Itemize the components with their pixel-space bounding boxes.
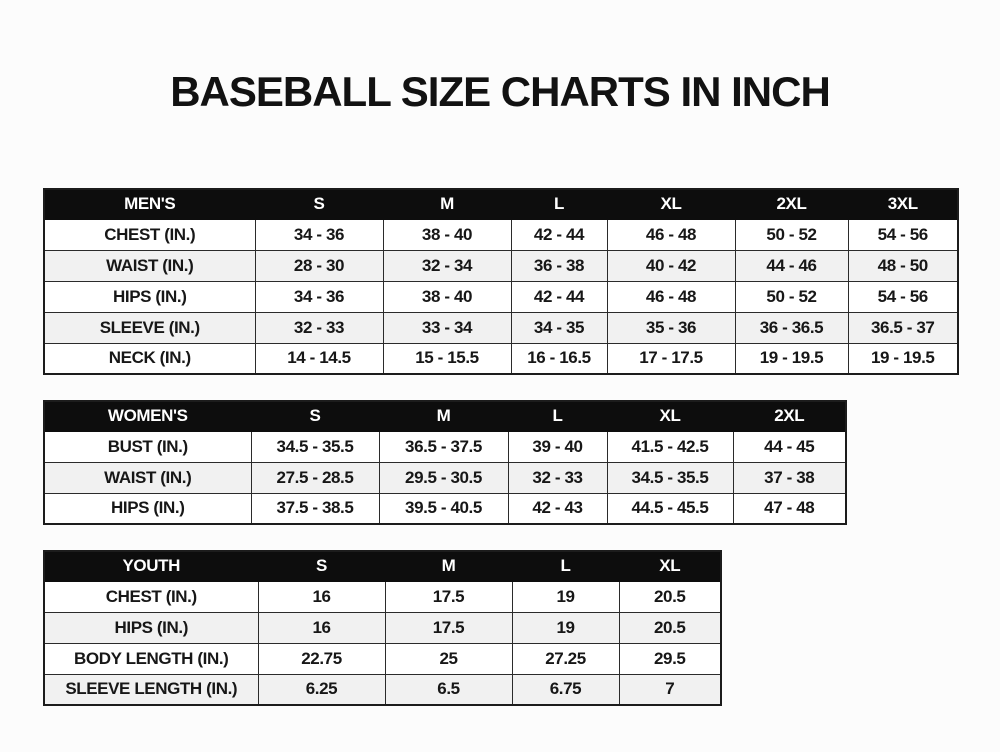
size-value-cell: 46 - 48	[607, 281, 735, 312]
size-value-cell: 38 - 40	[383, 281, 511, 312]
measurement-label: SLEEVE LENGTH (IN.)	[44, 674, 258, 705]
womens-table-row	[44, 431, 846, 462]
youth-size-col-header: S	[258, 551, 385, 581]
size-value-cell: 34.5 - 35.5	[607, 462, 733, 493]
size-value-cell: 32 - 34	[383, 250, 511, 281]
size-value-cell: 46 - 48	[607, 219, 735, 250]
size-value-cell: 28 - 30	[255, 250, 383, 281]
measurement-label: SLEEVE (IN.)	[44, 312, 255, 343]
mens-group-header: MEN'S	[44, 189, 255, 219]
size-value-cell: 20.5	[619, 581, 721, 612]
womens-size-col-header: S	[251, 401, 379, 431]
size-value-cell: 20.5	[619, 612, 721, 643]
size-value-cell: 7	[619, 674, 721, 705]
measurement-label: CHEST (IN.)	[44, 581, 258, 612]
size-value-cell: 34.5 - 35.5	[251, 431, 379, 462]
youth-table-row	[44, 612, 721, 643]
size-value-cell: 19 - 19.5	[735, 343, 848, 374]
size-value-cell: 19	[512, 612, 619, 643]
measurement-label: HIPS (IN.)	[44, 612, 258, 643]
youth-size-table	[43, 550, 722, 706]
size-value-cell: 19	[512, 581, 619, 612]
size-value-cell: 34 - 36	[255, 281, 383, 312]
size-value-cell: 16	[258, 612, 385, 643]
womens-size-col-header: 2XL	[733, 401, 846, 431]
size-value-cell: 36.5 - 37.5	[379, 431, 508, 462]
mens-size-col-header: M	[383, 189, 511, 219]
mens-size-col-header: 2XL	[735, 189, 848, 219]
size-value-cell: 50 - 52	[735, 281, 848, 312]
womens-table-row	[44, 462, 846, 493]
size-value-cell: 27.25	[512, 643, 619, 674]
measurement-label: CHEST (IN.)	[44, 219, 255, 250]
size-value-cell: 39.5 - 40.5	[379, 493, 508, 524]
womens-size-col-header: M	[379, 401, 508, 431]
mens-table-row	[44, 343, 958, 374]
size-value-cell: 32 - 33	[508, 462, 607, 493]
size-value-cell: 27.5 - 28.5	[251, 462, 379, 493]
mens-size-col-header: XL	[607, 189, 735, 219]
measurement-label: BODY LENGTH (IN.)	[44, 643, 258, 674]
youth-table-row	[44, 581, 721, 612]
womens-header-row	[44, 401, 846, 431]
size-value-cell: 14 - 14.5	[255, 343, 383, 374]
measurement-label: WAIST (IN.)	[44, 250, 255, 281]
measurement-label: HIPS (IN.)	[44, 281, 255, 312]
size-value-cell: 36 - 38	[511, 250, 607, 281]
size-value-cell: 48 - 50	[848, 250, 958, 281]
tables-container	[43, 188, 957, 706]
youth-header-row	[44, 551, 721, 581]
size-value-cell: 17.5	[385, 612, 512, 643]
size-value-cell: 16 - 16.5	[511, 343, 607, 374]
size-value-cell: 22.75	[258, 643, 385, 674]
size-value-cell: 37 - 38	[733, 462, 846, 493]
mens-size-col-header: 3XL	[848, 189, 958, 219]
page-title: BASEBALL SIZE CHARTS IN INCH	[170, 68, 830, 115]
size-value-cell: 35 - 36	[607, 312, 735, 343]
youth-group-header: YOUTH	[44, 551, 258, 581]
size-value-cell: 6.75	[512, 674, 619, 705]
size-value-cell: 25	[385, 643, 512, 674]
womens-group-header: WOMEN'S	[44, 401, 251, 431]
size-value-cell: 42 - 44	[511, 281, 607, 312]
womens-size-table	[43, 400, 847, 525]
size-value-cell: 39 - 40	[508, 431, 607, 462]
youth-size-col-header: XL	[619, 551, 721, 581]
size-value-cell: 36.5 - 37	[848, 312, 958, 343]
womens-size-col-header: L	[508, 401, 607, 431]
size-value-cell: 54 - 56	[848, 219, 958, 250]
size-value-cell: 42 - 43	[508, 493, 607, 524]
measurement-label: WAIST (IN.)	[44, 462, 251, 493]
size-value-cell: 34 - 36	[255, 219, 383, 250]
youth-table-row	[44, 643, 721, 674]
size-value-cell: 36 - 36.5	[735, 312, 848, 343]
mens-header-row	[44, 189, 958, 219]
size-value-cell: 19 - 19.5	[848, 343, 958, 374]
size-value-cell: 34 - 35	[511, 312, 607, 343]
size-value-cell: 6.25	[258, 674, 385, 705]
size-value-cell: 37.5 - 38.5	[251, 493, 379, 524]
measurement-label: HIPS (IN.)	[44, 493, 251, 524]
mens-size-col-header: S	[255, 189, 383, 219]
size-value-cell: 17 - 17.5	[607, 343, 735, 374]
size-value-cell: 33 - 34	[383, 312, 511, 343]
youth-size-col-header: M	[385, 551, 512, 581]
youth-table-row	[44, 674, 721, 705]
measurement-label: NECK (IN.)	[44, 343, 255, 374]
size-value-cell: 50 - 52	[735, 219, 848, 250]
size-value-cell: 6.5	[385, 674, 512, 705]
mens-table-row	[44, 281, 958, 312]
mens-table-row	[44, 312, 958, 343]
mens-size-table	[43, 188, 959, 375]
mens-table-row	[44, 219, 958, 250]
size-value-cell: 17.5	[385, 581, 512, 612]
size-value-cell: 44 - 45	[733, 431, 846, 462]
womens-size-col-header: XL	[607, 401, 733, 431]
size-value-cell: 29.5 - 30.5	[379, 462, 508, 493]
womens-table-row	[44, 493, 846, 524]
size-value-cell: 42 - 44	[511, 219, 607, 250]
size-value-cell: 44.5 - 45.5	[607, 493, 733, 524]
mens-size-col-header: L	[511, 189, 607, 219]
size-value-cell: 32 - 33	[255, 312, 383, 343]
size-value-cell: 38 - 40	[383, 219, 511, 250]
size-value-cell: 41.5 - 42.5	[607, 431, 733, 462]
size-value-cell: 40 - 42	[607, 250, 735, 281]
mens-table-row	[44, 250, 958, 281]
size-value-cell: 15 - 15.5	[383, 343, 511, 374]
size-value-cell: 29.5	[619, 643, 721, 674]
measurement-label: BUST (IN.)	[44, 431, 251, 462]
size-value-cell: 44 - 46	[735, 250, 848, 281]
size-value-cell: 54 - 56	[848, 281, 958, 312]
size-value-cell: 16	[258, 581, 385, 612]
youth-size-col-header: L	[512, 551, 619, 581]
size-value-cell: 47 - 48	[733, 493, 846, 524]
